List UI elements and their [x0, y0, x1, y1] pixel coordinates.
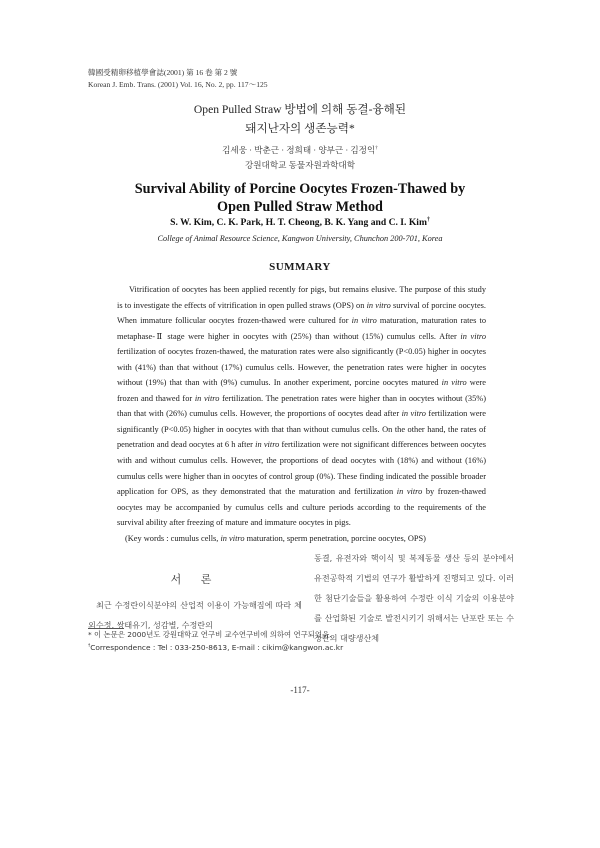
corresponding-author-mark: †: [375, 145, 378, 152]
korean-authors: [0, 144, 600, 156]
abstract-text: fertilization were significantly (P<0.05) higher in oocytes with that than without cumulus cells. On the other hand, the rates of penetration and dead oocytes at 6 h after: [117, 409, 487, 450]
english-title-line-2: Open Pulled Straw Method: [217, 199, 383, 215]
abstract-italic: in vitro: [441, 378, 467, 388]
abstract-italic: in vitro: [255, 440, 280, 450]
abstract-italic: in vitro: [396, 487, 423, 497]
key-words: [117, 531, 486, 547]
footnotes: [88, 629, 343, 654]
abstract-text: maturation, maturation rates to metaphase-Ⅱ stage were higher in oocytes with (25%) than without (15%) cumulus cells. After: [117, 316, 487, 341]
abstract-italic: in vitro: [351, 316, 377, 326]
english-authors: [0, 217, 600, 228]
abstract-text: by frozen-thawed oocytes may be accompanied by cumulus cells and culture periods according to the requirements of the survival ability after freezing of mature and immature oocytes in pigs.: [117, 487, 486, 528]
abstract-text: Vitrification of oocytes has been applied recently for pigs, but remains elusive. The purpose of this study is to investigate the effects of vitrification in open pulled straws (OPS) on: [117, 285, 486, 310]
korean-title-line-1: Open Pulled Straw 방법에 의해 동결-융해된: [193, 103, 407, 116]
english-corresponding-mark: †: [426, 216, 430, 223]
journal-citation-english: Korean J. Emb. Trans. (2001) Vol. 16, No. 2, pp. 117～125: [88, 79, 268, 89]
korean-author-names: 김세웅 · 박춘근 · 정희태 · 양부근 · 김정익: [222, 145, 376, 155]
korean-affiliation: 강원대학교 동물자원과학대학: [244, 160, 356, 170]
intro-left-column: [88, 565, 302, 636]
abstract-text: survival of porcine oocytes. When immature follicular oocytes frozen-thawed were cultured for: [117, 300, 486, 326]
english-title-line-1: Survival Ability of Porcine Oocytes Frozen-Thawed by: [134, 181, 466, 197]
footnote-correspondence: [88, 642, 343, 655]
summary-abstract: [117, 282, 486, 546]
key-words-text: maturation, sperm penetration, porcine oocytes, OPS): [244, 533, 426, 543]
key-words-text: (Key words : cumulus cells,: [125, 533, 221, 543]
abstract-italic: in vitro: [460, 331, 486, 341]
abstract-text: fertilization. The penetration rates were higher than in oocytes without (35%) than that with (26%) cumulus cells. However, the proportions of oocytes dead after: [117, 393, 486, 419]
footnote-mark: †: [88, 643, 91, 649]
footnote-funding-text: 이 논문은 2000년도 강원대학교 연구비 교수연구비에 의하여 연구되었음.: [91, 630, 332, 639]
abstract-italic: in vitro: [366, 300, 391, 310]
footnote-mark: *: [88, 630, 92, 639]
korean-title-text: 돼지난자의 생존능력*: [245, 122, 355, 135]
page-number: -117-: [290, 685, 310, 695]
intro-right-text: 동결, 유전자와 핵이식 및 복제동물 생산 등의 분야에서 유전공학적 기법의 연구가 활발하게 진행되고 있다. 이러한 첨단기술들을 활용하여 수정란 이식 기술의 이용분야를 산업화된 기술로 발전시키기 위해서는 난포란 또는 수정란의 대량생산체: [314, 553, 514, 643]
introduction-heading: 서 론: [170, 573, 220, 586]
abstract-paragraph: [117, 282, 486, 531]
korean-title-line-2: [0, 120, 600, 136]
english-author-names: S. W. Kim, C. K. Park, H. T. Cheong, B. K. Yang and C. I. Kim: [170, 217, 427, 228]
abstract-text: fertilization of oocytes frozen-thawed, the maturation rates were also significantly (P<0.05) higher in oocytes with (41%) than that without (17%) cumulus cells. However, the penetration rates were higher in oocytes without (19%) that than with (9%) cumulus. In another experiment, porcine oocytes matured: [117, 347, 486, 388]
abstract-text: were frozen and thawed for: [117, 378, 487, 403]
abstract-italic: in vitro: [401, 409, 426, 419]
journal-header: [88, 67, 268, 90]
footnote-funding: [88, 629, 343, 642]
intro-left-text: 최근 수정란이식분야의 산업적 이용이 가능해짐에 따라 체외수정, 쌍태유기, 성감별, 수정란의: [88, 600, 302, 630]
english-title: [0, 180, 600, 216]
english-affiliation: College of Animal Resource Science, Kangwon University, Chunchon 200-701, Korea: [157, 234, 443, 243]
key-words-italic: in vitro: [220, 533, 245, 543]
abstract-text: fertilization were not significant differences between oocytes with and without cumulus cells. However, the proportions of dead oocytes with (18%) and without (16%) cumulus cells were higher than in oocytes of control group (0%). These finding indicated the possible broader application for OPS, as they demonstrated that the maturation and fertilization: [117, 440, 486, 497]
journal-citation-korean: 韓國受精卵移植學會誌(2001) 第 16 卷 第 2 號: [88, 68, 238, 77]
abstract-italic: in vitro: [194, 393, 220, 403]
summary-heading: SUMMARY: [269, 261, 331, 273]
intro-right-column: [314, 549, 514, 649]
footnote-correspondence-text: Correspondence : Tel : 033-250-8613, E-mail : cikim@kangwon.ac.kr: [90, 642, 344, 652]
